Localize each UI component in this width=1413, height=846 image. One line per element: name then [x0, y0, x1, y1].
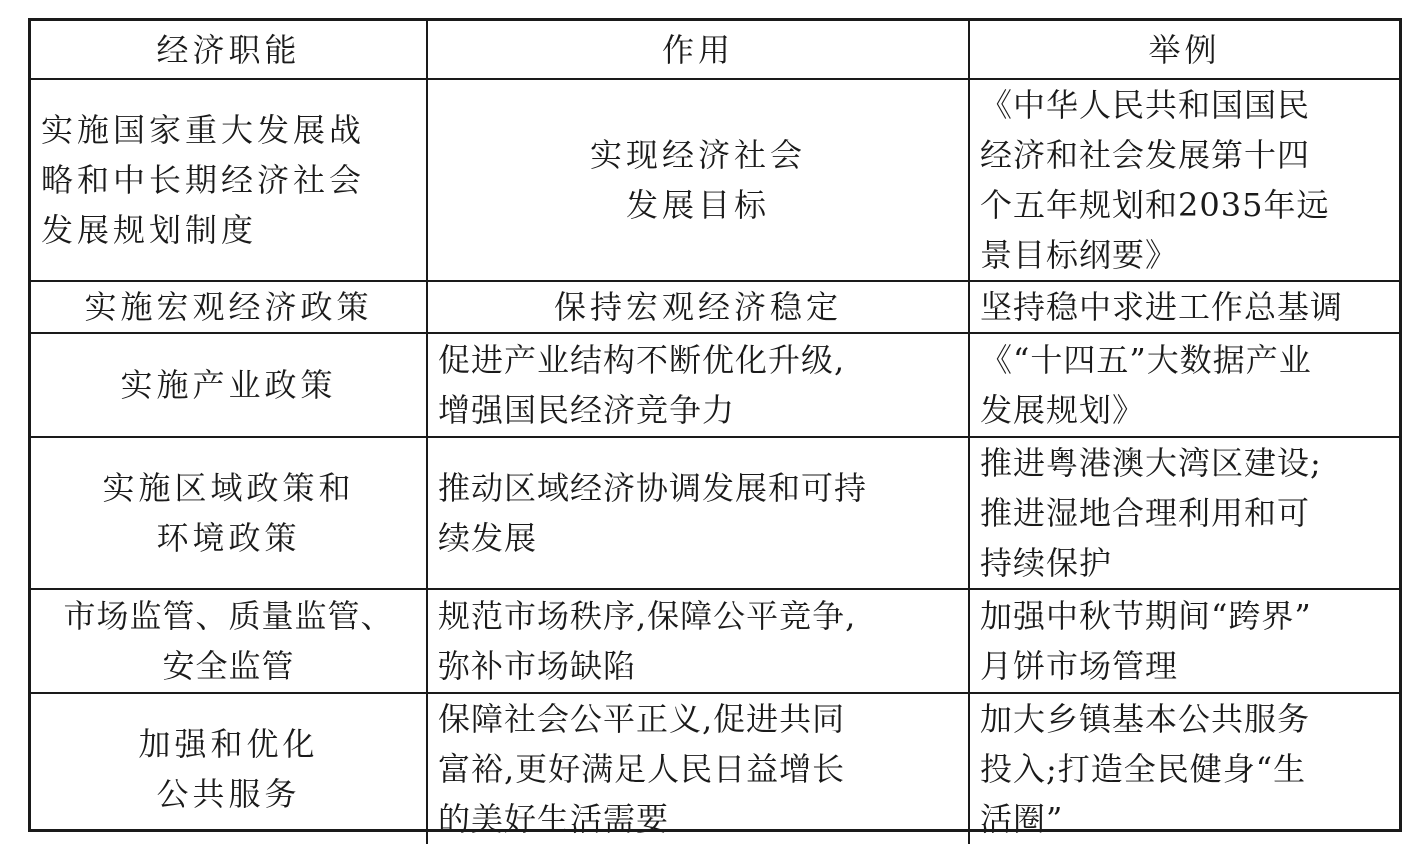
cell-line: 发展规划》 [980, 391, 1146, 429]
cell-line: 安全监管 [162, 647, 295, 685]
table-header-row [31, 21, 1399, 79]
cell-line: 加强中秋节期间“跨界” [980, 597, 1312, 635]
header-role: 作用 [427, 21, 969, 79]
role-cell [427, 437, 969, 589]
role-cell [427, 281, 969, 333]
cell-line: 发展目标 [625, 186, 770, 224]
header-function: 经济职能 [31, 21, 427, 79]
cell-line: 实现经济社会 [589, 136, 806, 174]
cell-line: 的美好生活需要 [438, 800, 670, 838]
cell-line: 促进产业结构不断优化升级, [438, 341, 846, 379]
example-cell [969, 437, 1399, 589]
cell-line: 推进粤港澳大湾区建设; [980, 444, 1322, 482]
cell-line: 坚持稳中求进工作总基调 [980, 288, 1344, 326]
cell-line: 保障社会公平正义,促进共同 [438, 700, 846, 738]
function-cell [31, 589, 427, 693]
example-cell [969, 79, 1399, 281]
cell-line: 续发展 [438, 519, 538, 557]
cell-line: 活圈” [980, 800, 1064, 838]
cell-line: 加强和优化 [138, 725, 319, 763]
cell-line: 投入;打造全民健身“生 [980, 750, 1307, 788]
header-example: 举例 [969, 21, 1399, 79]
cell-line: 市场监管、质量监管、 [63, 597, 394, 635]
function-cell [31, 693, 427, 844]
cell-line: 持续保护 [980, 544, 1113, 582]
example-cell [969, 589, 1399, 693]
cell-line: 经济和社会发展第十四 [980, 136, 1311, 174]
role-cell [427, 79, 969, 281]
role-cell [427, 693, 969, 844]
cell-line: 推进湿地合理利用和可 [980, 494, 1311, 532]
cell-line: 环境政策 [156, 519, 301, 557]
cell-line: 《中华人民共和国国民 [980, 86, 1311, 124]
example-cell [969, 333, 1399, 437]
cell-line: 个五年规划和2035年远 [980, 186, 1330, 224]
example-cell [969, 281, 1399, 333]
cell-line: 实施国家重大发展战 [41, 111, 366, 149]
cell-line: 景目标纲要》 [980, 236, 1179, 274]
table-row [31, 79, 1399, 281]
cell-line: 月饼市场管理 [980, 647, 1179, 685]
table-row [31, 281, 1399, 333]
function-cell [31, 333, 427, 437]
role-cell [427, 589, 969, 693]
cell-line: 实施区域政策和 [102, 469, 355, 507]
cell-line: 保持宏观经济稳定 [553, 288, 842, 326]
cell-line: 推动区域经济协调发展和可持 [438, 469, 868, 507]
economic-functions-table-frame [28, 18, 1402, 838]
cell-line: 加大乡镇基本公共服务 [980, 700, 1311, 738]
table-row [31, 693, 1399, 844]
cell-line: 实施产业政策 [120, 366, 337, 404]
cell-line: 规范市场秩序,保障公平竞争, [438, 597, 857, 635]
cell-line: 发展规划制度 [41, 211, 258, 249]
role-cell [427, 333, 969, 437]
cell-line: 弥补市场缺陷 [438, 647, 637, 685]
cell-line: 富裕,更好满足人民日益增长 [438, 750, 846, 788]
table-row [31, 333, 1399, 437]
table-row [31, 589, 1399, 693]
function-cell [31, 79, 427, 281]
economic-functions-table [31, 21, 1399, 844]
cell-line: 公共服务 [156, 775, 301, 813]
function-cell [31, 437, 427, 589]
cell-line: 实施宏观经济政策 [84, 288, 373, 326]
table-row [31, 437, 1399, 589]
function-cell [31, 281, 427, 333]
cell-line: 《“十四五”大数据产业 [980, 341, 1312, 379]
cell-line: 增强国民经济竞争力 [438, 391, 736, 429]
example-cell [969, 693, 1399, 844]
cell-line: 略和中长期经济社会 [41, 161, 366, 199]
